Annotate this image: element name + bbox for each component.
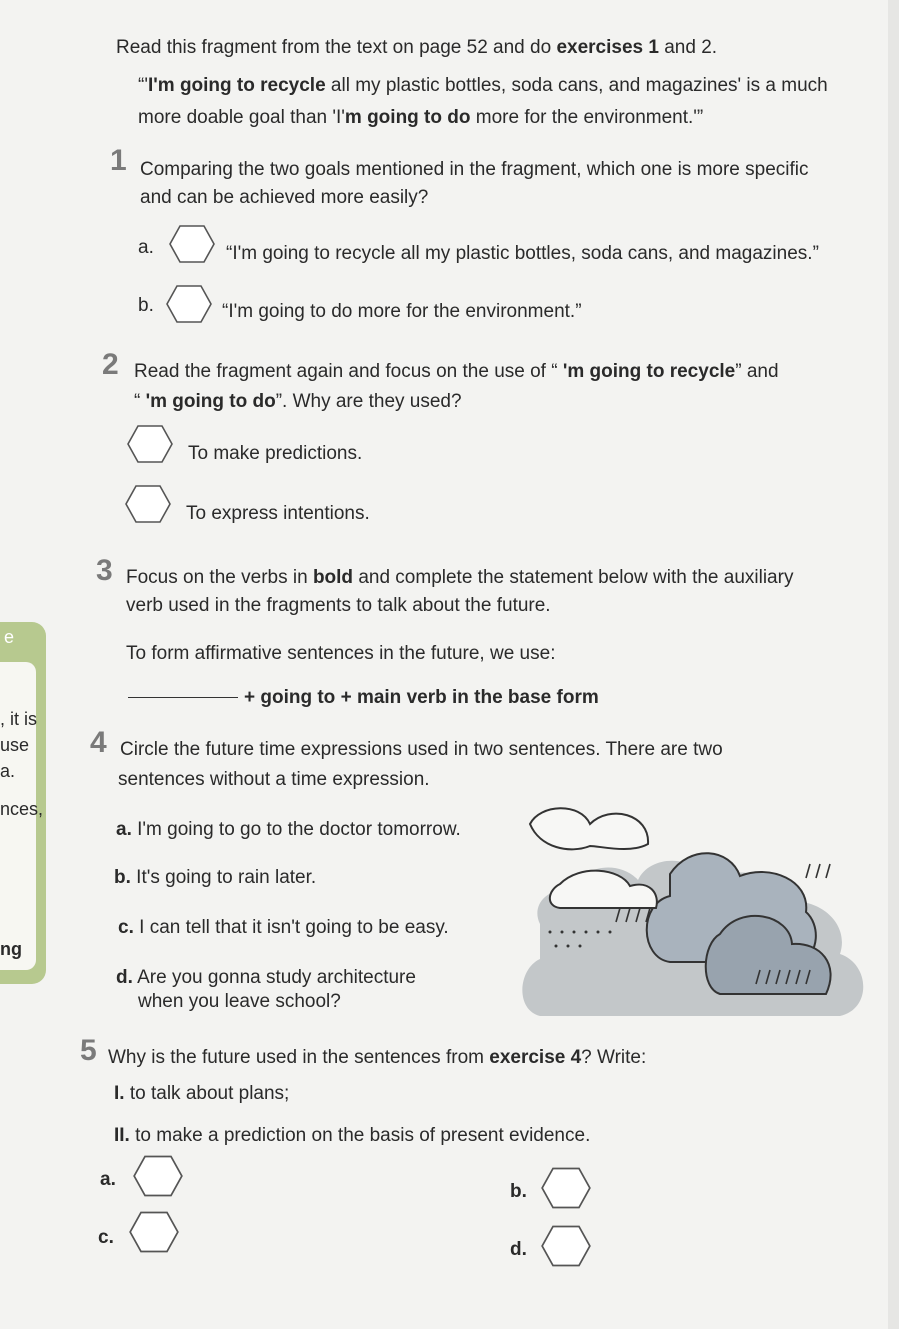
ex5-answer-a-box[interactable] xyxy=(132,1154,184,1198)
ex2-question-line1: Read the fragment again and focus on the use of “ 'm going to recycle” and xyxy=(134,361,779,382)
ex4-question-line1: Circle the future time expressions used in two sentences. There are two xyxy=(120,739,723,760)
intro-instruction: Read this fragment from the text on page 52 and do exercises 1 and 2. xyxy=(116,37,718,58)
ex4-item-c[interactable]: c. I can tell that it isn't going to be easy. xyxy=(118,917,449,938)
ex3-question-line2: verb used in the fragments to talk about the future. xyxy=(126,595,551,616)
ex3-statement: To form affirmative sentences in the future, we use: xyxy=(126,643,556,664)
ex4-question-line2: sentences without a time expression. xyxy=(118,769,430,790)
sidebar-fragment-5: nces, xyxy=(0,799,44,819)
ex2-option-2-radio[interactable] xyxy=(124,484,172,524)
ex1-option-b-letter: b. xyxy=(138,295,154,316)
sidebar-fragment-6: ng xyxy=(0,939,22,959)
ex5-answer-d-letter: d. xyxy=(510,1239,527,1260)
ex2-option-2-text: To express intentions. xyxy=(186,503,370,524)
ex5-answer-d-box[interactable] xyxy=(540,1224,592,1268)
ex5-answer-c-box[interactable] xyxy=(128,1210,180,1254)
ex4-item-b[interactable]: b. It's going to rain later. xyxy=(114,867,317,888)
exercise-number-5: 5 xyxy=(80,1034,97,1067)
ex5-reason-2: II. to make a prediction on the basis of present evidence. xyxy=(114,1125,591,1146)
sidebar-fragment-3: use xyxy=(0,735,30,755)
sidebar-fragment-2: , it is xyxy=(0,709,38,729)
exercise-number-1: 1 xyxy=(110,144,127,177)
ex1-question-line2: and can be achieved more easily? xyxy=(140,187,429,208)
ex5-answer-b-box[interactable] xyxy=(540,1166,592,1210)
ex1-option-b-radio[interactable] xyxy=(165,284,213,324)
ex4-item-d[interactable]: d. Are you gonna study architecture xyxy=(116,967,416,988)
sidebar-fragment-4: a. xyxy=(0,761,16,781)
ex5-answer-b-letter: b. xyxy=(510,1181,527,1202)
ex5-answer-a-letter: a. xyxy=(100,1169,116,1190)
ex3-question-line1: Focus on the verbs in bold and complete the statement below with the auxiliary xyxy=(126,567,794,588)
ex4-item-d-line2: when you leave school? xyxy=(138,991,341,1012)
ex4-item-a[interactable]: a. I'm going to go to the doctor tomorrow. xyxy=(116,819,461,840)
ex1-question-line1: Comparing the two goals mentioned in the fragment, which one is more specific xyxy=(140,159,809,180)
ex1-option-a-text: “I'm going to recycle all my plastic bottles, soda cans, and magazines.” xyxy=(226,243,819,264)
exercise-number-2: 2 xyxy=(102,348,119,381)
ex1-option-a-radio[interactable] xyxy=(168,224,216,264)
exercise-number-4: 4 xyxy=(90,726,107,759)
ex5-answer-c-letter: c. xyxy=(98,1227,114,1248)
ex2-option-1-radio[interactable] xyxy=(126,424,174,464)
ex2-option-1-text: To make predictions. xyxy=(188,443,363,464)
ex3-answer-blank[interactable] xyxy=(128,696,238,698)
ex5-reason-1: I. to talk about plans; xyxy=(114,1083,290,1104)
ex5-question: Why is the future used in the sentences from exercise 4? Write: xyxy=(108,1047,647,1068)
page-edge xyxy=(888,0,899,1329)
ex1-option-a-letter: a. xyxy=(138,237,154,258)
ex2-question-line2: “ 'm going to do”. Why are they used? xyxy=(134,391,462,412)
rain-cloud-illustration xyxy=(520,784,880,1034)
sidebar-fragment-1: e xyxy=(4,627,15,647)
intro-quote-line1: “'I'm going to recycle all my plastic bottles, soda cans, and magazines' is a much xyxy=(138,75,828,96)
ex3-formula: + going to + main verb in the base form xyxy=(244,687,599,708)
intro-quote-line2: more doable goal than 'I'm going to do more for the environment.'” xyxy=(138,107,704,128)
ex1-option-b-text: “I'm going to do more for the environment.” xyxy=(222,301,582,322)
exercise-number-3: 3 xyxy=(96,554,113,587)
